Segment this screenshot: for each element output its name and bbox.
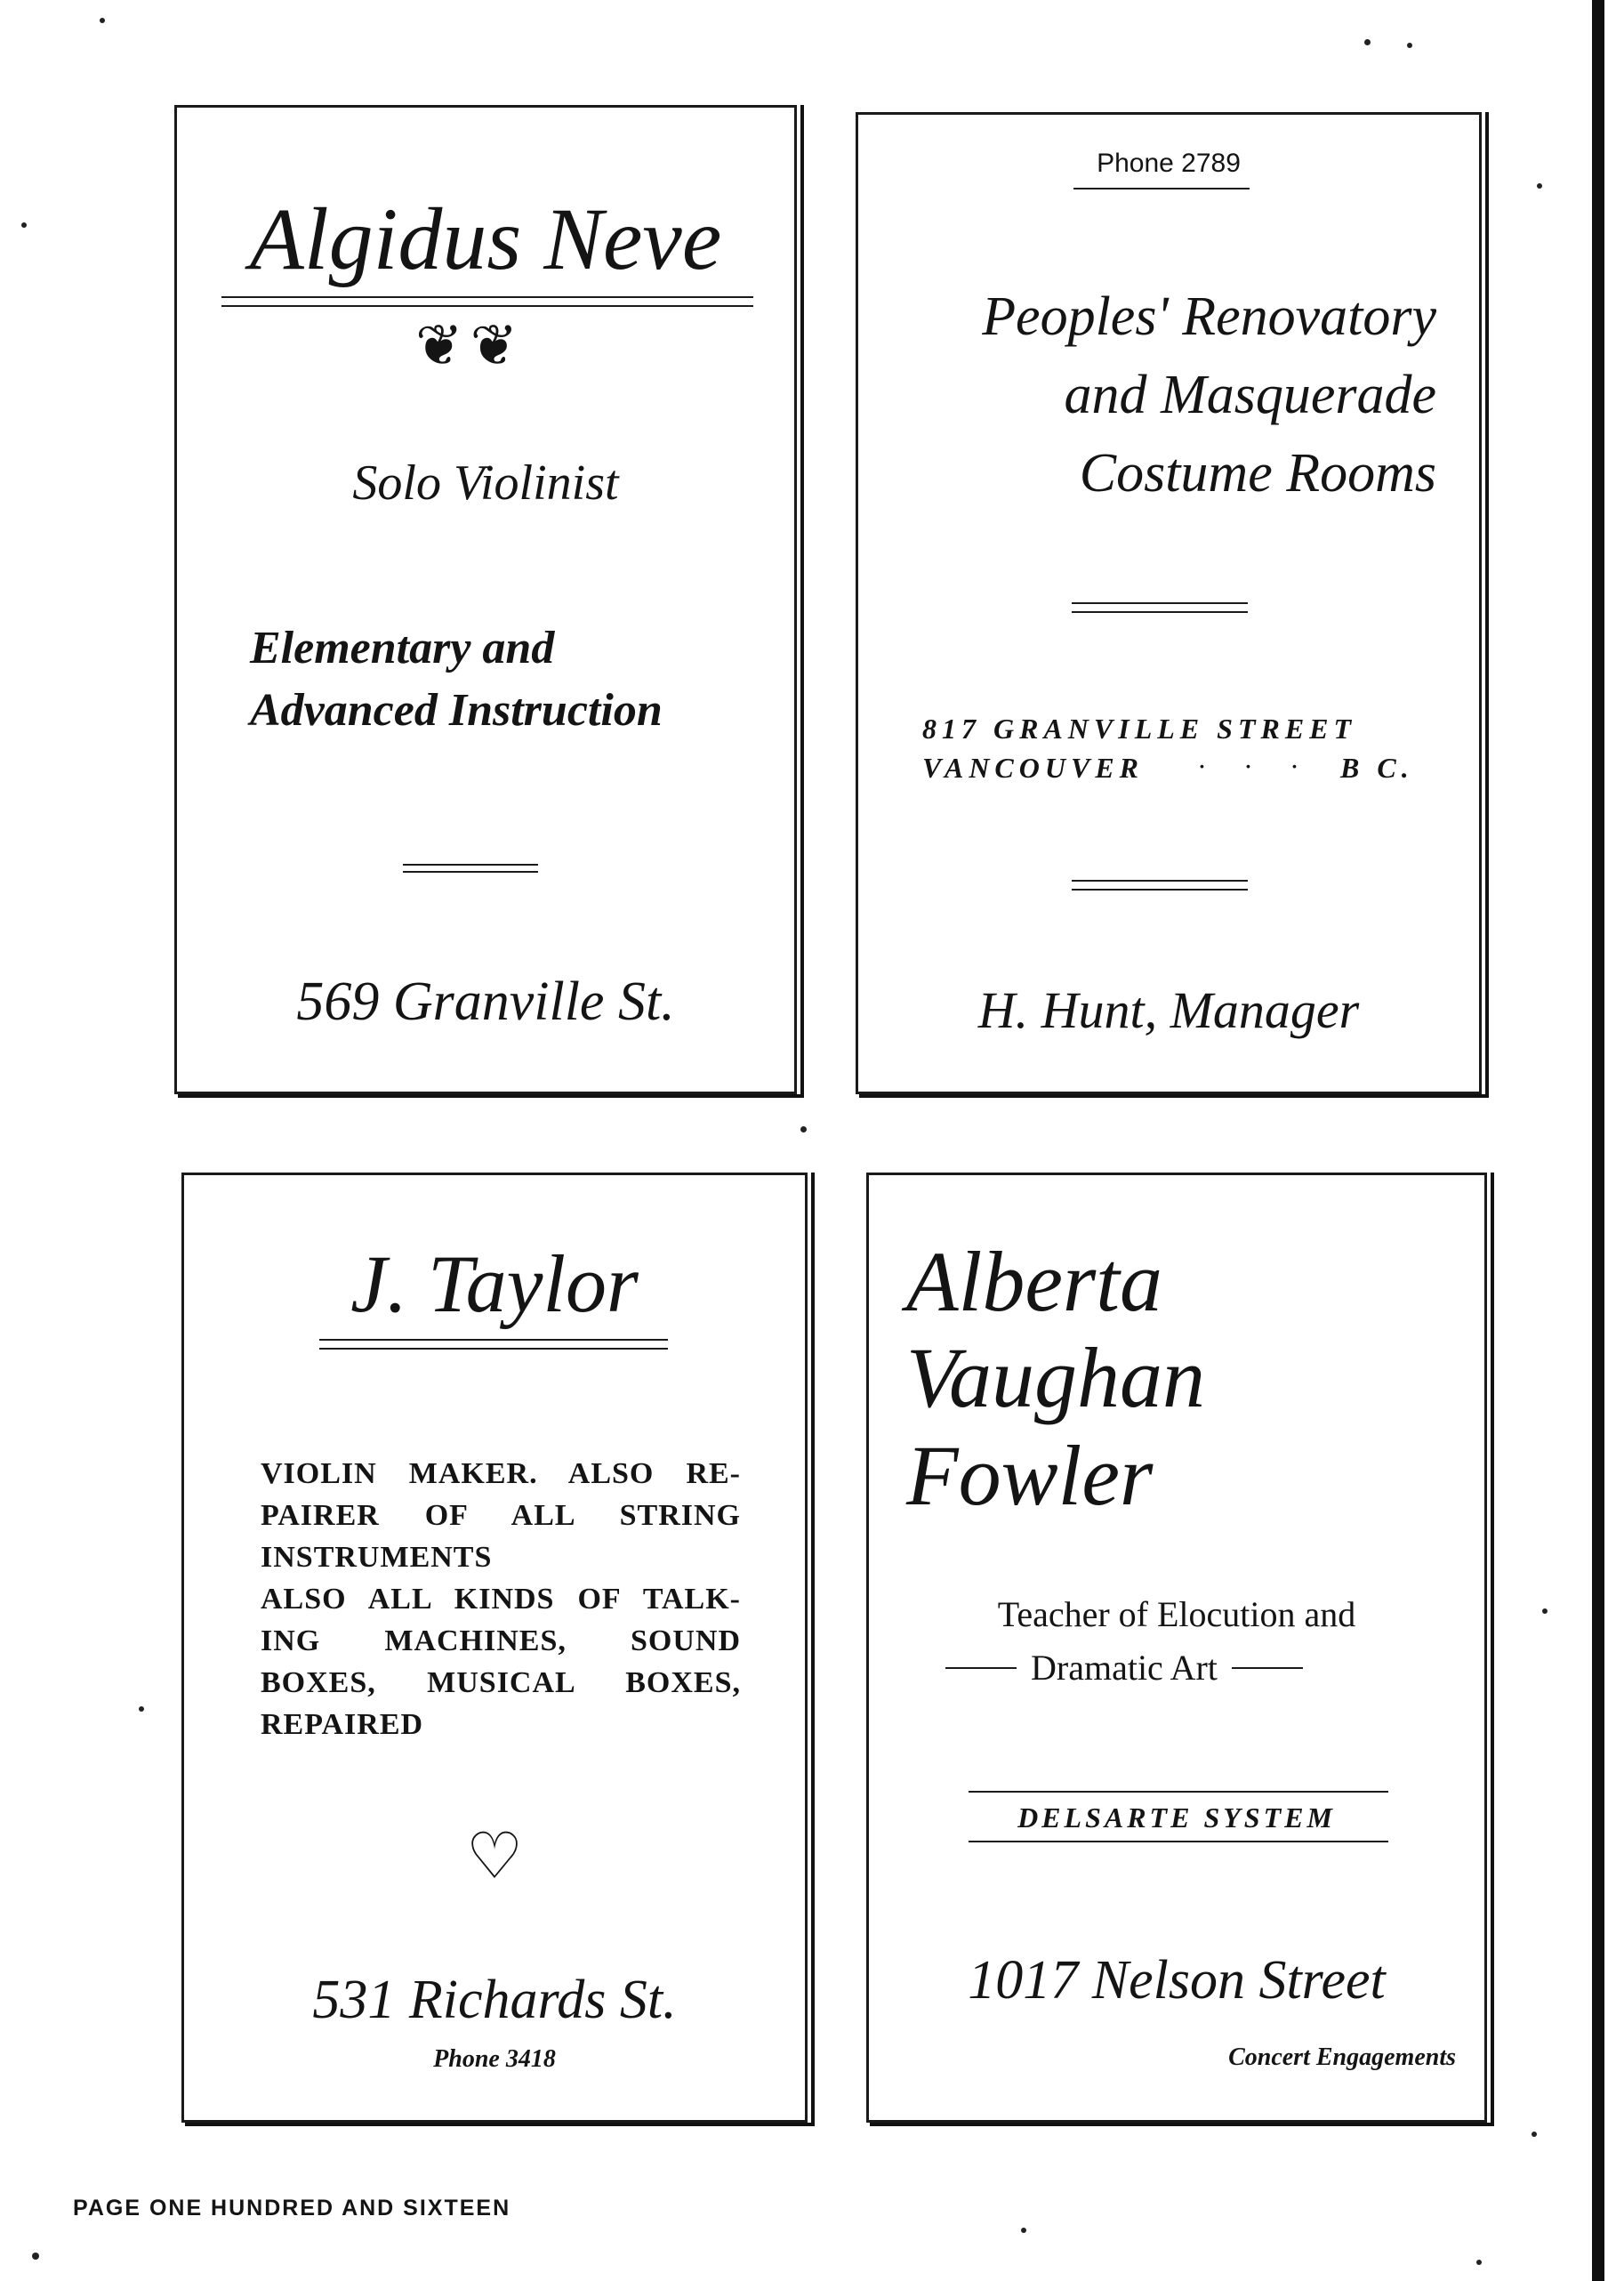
- ad4-name-line3: Fowler: [906, 1428, 1154, 1523]
- ad3-line2: PAIRER OF ALL STRING: [261, 1499, 741, 1532]
- ad4-note: Concert Engagements: [1228, 2043, 1456, 2071]
- page-edge-rule: [1592, 0, 1604, 2281]
- ad2-province: B C.: [1340, 752, 1414, 784]
- ad2-business-line2: and Masquerade: [1064, 365, 1436, 425]
- ad4-name-line1: Alberta: [906, 1234, 1162, 1329]
- ad3-address: 531 Richards St.: [312, 1970, 677, 2030]
- ad2-rule-upper: [1072, 602, 1248, 613]
- ad3-line3: INSTRUMENTS: [261, 1541, 493, 1574]
- ad-j-taylor: [181, 1173, 808, 2123]
- ad3-line4: ALSO ALL KINDS OF TALK-: [261, 1583, 741, 1616]
- ad2-city: VANCOUVER: [922, 752, 1145, 784]
- scan-speck: [1021, 2228, 1026, 2233]
- ad3-line3-row: [261, 1536, 741, 1578]
- ad-alberta-vaughan-fowler: [866, 1173, 1487, 2123]
- ad4-teacher-line1: Teacher of Elocution and: [997, 1594, 1356, 1634]
- scan-speck: [1476, 2260, 1482, 2265]
- scan-speck: [21, 222, 27, 228]
- ad1-name: Algidus Neve: [249, 189, 722, 288]
- ornament-icon: ♡: [465, 1821, 524, 1892]
- ad2-rule-lower: [1072, 880, 1248, 891]
- ad1-short-rule: [403, 864, 538, 873]
- ad2-city-dots: · · ·: [1198, 750, 1314, 782]
- scan-speck: [32, 2253, 39, 2260]
- ad3-line5: ING MACHINES, SOUND: [261, 1624, 741, 1657]
- ad3-line1: VIOLIN MAKER. ALSO RE-: [261, 1457, 741, 1490]
- ad2-business-line1: Peoples' Renovatory: [982, 286, 1436, 347]
- scan-speck: [100, 18, 105, 23]
- ad3-line6: BOXES, MUSICAL BOXES,: [261, 1666, 741, 1699]
- ad4-teacher-line2: Dramatic Art: [1031, 1648, 1218, 1688]
- ad1-instruction-line2: Advanced Instruction: [250, 685, 663, 736]
- scan-speck: [1407, 43, 1412, 48]
- ad1-title: Solo Violinist: [352, 455, 619, 511]
- ad-algidus-neve: [174, 105, 797, 1094]
- ad3-line7: REPAIRED: [261, 1708, 424, 1741]
- ad2-phone-underline: [1073, 188, 1250, 189]
- ad1-instruction-line1: Elementary and: [250, 623, 555, 673]
- ad4-address: 1017 Nelson Street: [968, 1950, 1386, 2011]
- scan-speck: [1542, 1608, 1548, 1614]
- ad4-system: DELSARTE SYSTEM: [1017, 1801, 1336, 1834]
- ad4-name-line2: Vaughan: [906, 1330, 1205, 1425]
- ad3-name: J. Taylor: [350, 1238, 639, 1329]
- ad4-system-underline: [969, 1841, 1388, 1842]
- ad2-manager: H. Hunt, Manager: [977, 981, 1360, 1039]
- ad3-line7-row: [261, 1704, 741, 1745]
- ad2-phone: Phone 2789: [1097, 149, 1241, 178]
- scan-speck: [1532, 2132, 1537, 2137]
- ad3-double-rule: [319, 1339, 668, 1350]
- ad-peoples-renovatory: [856, 112, 1482, 1094]
- page-label: PAGE ONE HUNDRED AND SIXTEEN: [73, 2196, 511, 2221]
- ad2-street: 817 GRANVILLE STREET: [922, 713, 1357, 745]
- floral-ornament-icon: ❦❦: [415, 314, 526, 377]
- ad3-phone: Phone 3418: [433, 2045, 556, 2073]
- scan-speck: [1364, 39, 1371, 45]
- ad3-description: [261, 1453, 741, 1745]
- ad2-business-line3: Costume Rooms: [1079, 443, 1436, 504]
- scan-speck: [1537, 183, 1542, 189]
- ad4-system-overline: [969, 1791, 1388, 1793]
- ad1-double-rule: [221, 296, 753, 307]
- ad1-address: 569 Granville St.: [296, 971, 675, 1032]
- scan-speck: [800, 1126, 807, 1132]
- ad4-teacher-line2-row: [945, 1647, 1408, 1689]
- scan-speck: [139, 1706, 144, 1712]
